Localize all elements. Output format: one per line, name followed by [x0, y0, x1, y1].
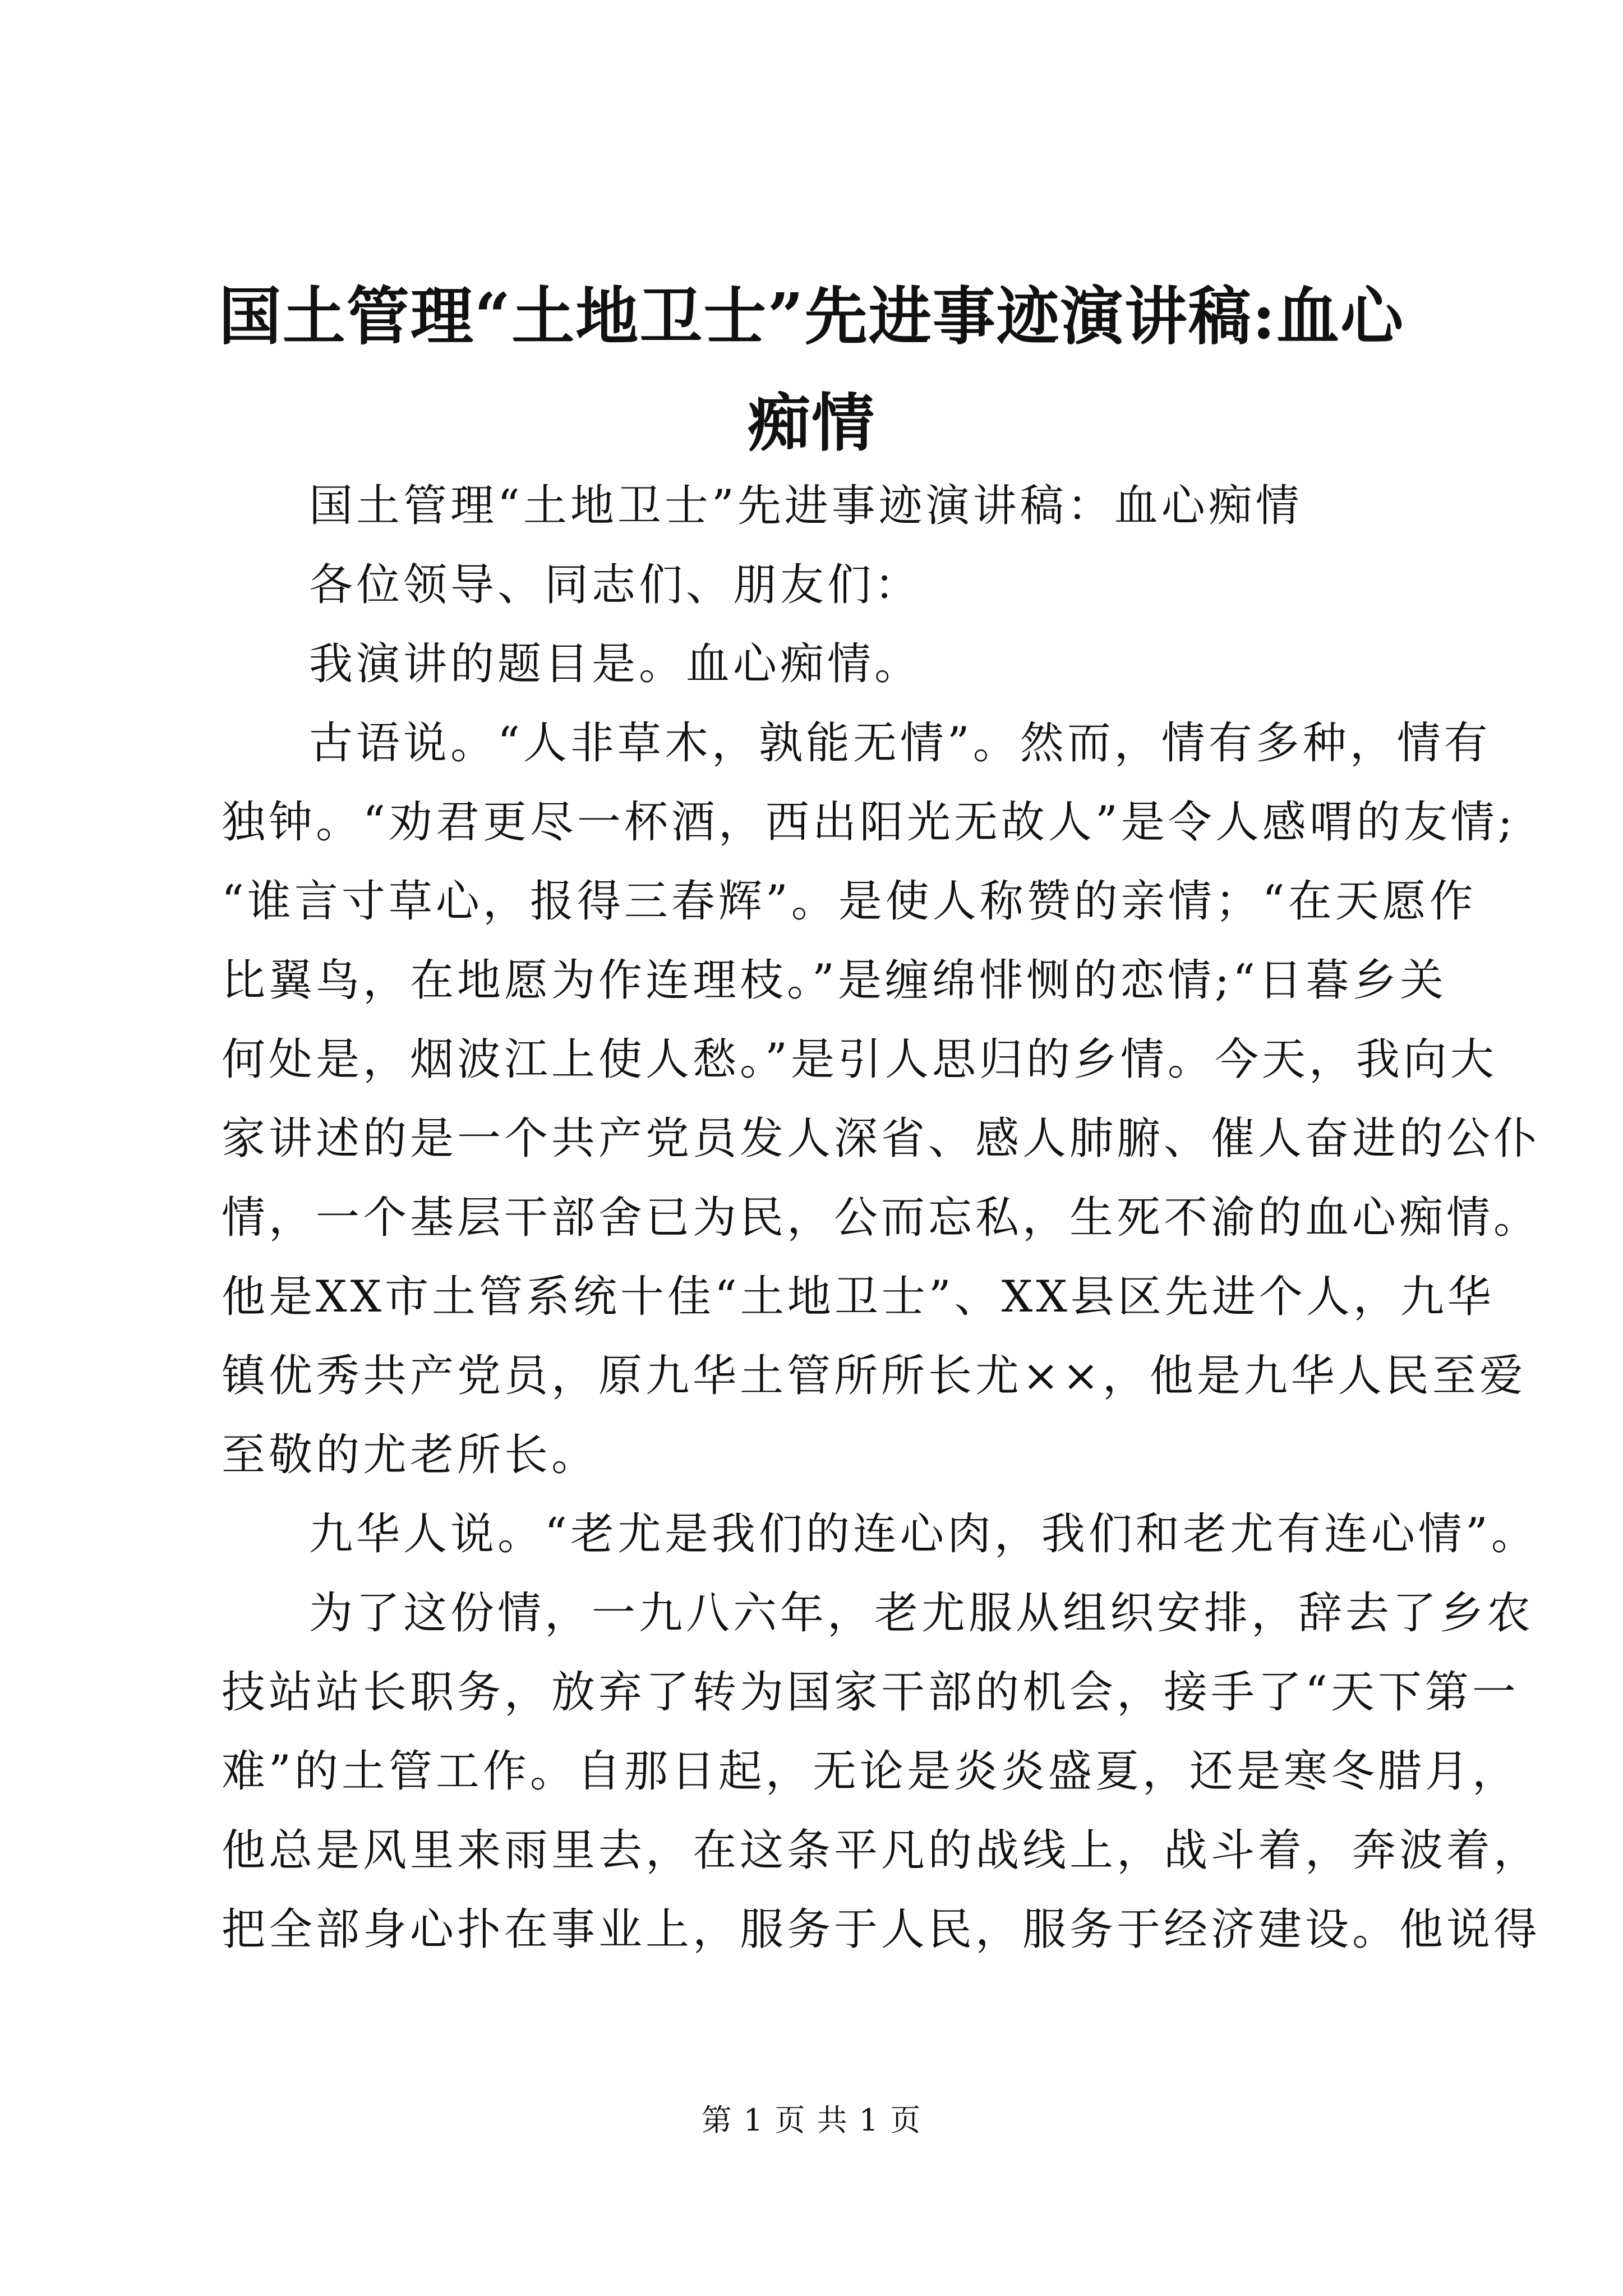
paragraph-line: 技站站长职务，放弃了转为国家干部的机会，接手了“天下第一 — [222, 1667, 1519, 1718]
paragraph-introduction — [222, 704, 1541, 1495]
paragraph-line: 我演讲的题目是。血心痴情。 — [309, 639, 922, 689]
title-line-2: 痴情 — [748, 386, 875, 460]
paragraph-line: 至敬的尤老所长。 — [222, 1430, 599, 1480]
paragraph-line: “谁言寸草心，报得三春辉”。是使人称赞的亲情；“在天愿作 — [222, 876, 1477, 927]
paragraph-line: 难”的土管工作。自那日起，无论是炎炎盛夏，还是寒冬腊月， — [222, 1746, 1519, 1797]
paragraph-topic — [222, 625, 1416, 704]
document-body — [222, 467, 1541, 1970]
paragraph-line: 比翼鸟，在地愿为作连理枝。”是缠绵悱恻的恋情;“日暮乡关 — [222, 955, 1447, 1006]
paragraph-line: 九华人说。“老尤是我们的连心肉，我们和老尤有连心情”。 — [309, 1509, 1538, 1559]
paragraph-line: 家讲述的是一个共产党员发人深省、感人肺腑、催人奋进的公仆 — [222, 1114, 1541, 1164]
document-title — [213, 264, 1410, 477]
paragraph-line: 镇优秀共产党员，原九华土管所所长尤××，他是九华人民至爱 — [222, 1351, 1527, 1401]
title-line-1: 国土管理“土地卫士”先进事迹演讲稿:血心 — [218, 280, 1405, 353]
paragraph-line: 他总是风里来雨里去，在这条平凡的战线上，战斗着，奔波着， — [222, 1825, 1541, 1876]
paragraph-subtitle — [222, 467, 1416, 546]
paragraph-line: 古语说。“人非草木，孰能无情”。然而，情有多种，情有 — [309, 718, 1491, 769]
paragraph-line: 他是XX市土管系统十佳“土地卫士”、XX县区先进个人，九华 — [222, 1272, 1495, 1322]
paragraph-story — [222, 1574, 1541, 1970]
paragraph-greeting — [222, 546, 1416, 625]
paragraph-line: 把全部身心扑在事业上，服务于人民，服务于经济建设。他说得 — [222, 1904, 1541, 1955]
paragraph-line: 何处是，烟波江上使人愁。”是引人思归的乡情。今天，我向大 — [222, 1034, 1497, 1085]
paragraph-line: 情，一个基层干部舍已为民，公而忘私，生死不渝的血心痴情。 — [222, 1193, 1541, 1243]
page-number-footer: 第 1 页 共 1 页 — [701, 2102, 922, 2138]
paragraph-line: 独钟。“劝君更尽一杯酒，西出阳光无故人”是令人感喟的友情; — [222, 797, 1516, 848]
paragraph-quote — [222, 1495, 1538, 1574]
paragraph-line: 国土管理“土地卫士”先进事迹演讲稿：血心痴情 — [309, 481, 1303, 531]
paragraph-line: 各位领导、同志们、朋友们： — [309, 560, 922, 610]
paragraph-line: 为了这份情，一九八六年，老尤服从组织安排，辞去了乡农 — [309, 1588, 1534, 1639]
